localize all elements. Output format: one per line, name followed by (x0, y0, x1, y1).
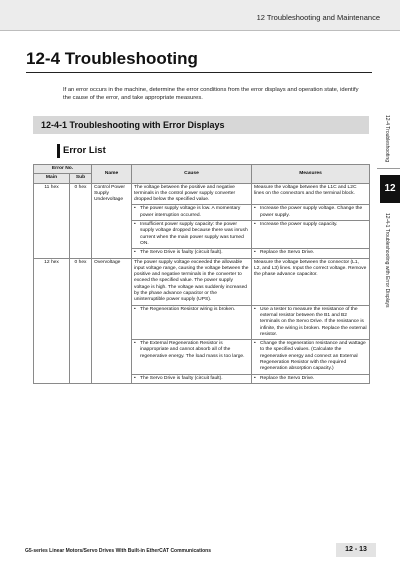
page-title: 12-4 Troubleshooting (26, 49, 198, 68)
cause-cell: The voltage between the positive and negative terminals in the control power supply converter dropped below the specified value. (132, 183, 252, 205)
measure-bullet: • Replace the Servo Drive. (254, 376, 367, 382)
cause-cell (132, 305, 252, 339)
page-number: 12 - 13 (336, 543, 376, 557)
measure-cell (252, 249, 370, 258)
measure-bullet: • Change the regeneration resistance and wattage to the specified values. (Calculate the regenerative energy and connect an External Regeneration Resistor with the required regeneration absorption capacity.) (254, 341, 367, 372)
cause-bullet: • The Servo Drive is faulty (circuit fault). (134, 250, 249, 256)
cause-bullet: • The Regeneration Resistor wiring is broken. (134, 307, 249, 313)
error-sub-code: 0 hex (70, 258, 92, 383)
table-row (34, 183, 370, 205)
header-divider (0, 30, 400, 31)
header-main: Main (34, 174, 70, 183)
side-divider (377, 168, 400, 169)
subsection-title: Error List (63, 145, 106, 156)
measure-bullet: • Replace the Servo Drive. (254, 250, 367, 256)
measure-cell (252, 221, 370, 249)
section-heading-bar (33, 116, 369, 134)
cause-bullet: • The power supply voltage is low. A momentary power interruption occurred. (134, 206, 249, 219)
header-sub: Sub (70, 174, 92, 183)
footer-text: G5-series Linear Motors/Servo Drives With Built-in EtherCAT Communications (25, 548, 212, 554)
error-name: Overvoltage (92, 258, 132, 383)
running-header: 12 Troubleshooting and Maintenance (256, 13, 380, 22)
measure-bullet: • Increase the power supply voltage. Change the power supply. (254, 206, 367, 219)
measure-cell (252, 374, 370, 383)
measure-cell (252, 205, 370, 221)
cause-bullet: • The Servo Drive is faulty (circuit fault). (134, 376, 249, 382)
error-main-code: 12 hex (34, 258, 70, 383)
cause-cell (132, 374, 252, 383)
cause-bullet: • The External Regeneration Resistor is inappropriate and cannot absorb all of the regenerative energy. The load mass is too large. (134, 341, 249, 360)
error-sub-code: 0 hex (70, 183, 92, 258)
header-error-no: Error No. (34, 165, 92, 174)
cause-bullet: • Insufficient power supply capacity: the power supply voltage dropped because there was inrush current when the main power supply was turned ON. (134, 222, 249, 247)
measure-cell: Measure the voltage between the connector (L1, L2, and L3) lines. Input the correct voltage. Remove the phase advance capacitor. (252, 258, 370, 305)
subsection-marker (57, 144, 60, 158)
measure-cell: Measure the voltage between the L1C and L2C lines on the connectors and the terminal block. (252, 183, 370, 205)
side-chapter-number: 12 (380, 175, 400, 203)
cause-cell (132, 221, 252, 249)
error-list-table (33, 164, 370, 384)
cause-cell: The power supply voltage exceeded the allowable input voltage range, causing the voltage between the positive and negative terminals in the converter to exceed the specified value. The power supply voltage is high. The voltage was suddenly increased by the phase advance capacitor or the uninterruptible power supply (UPS). (132, 258, 252, 305)
cause-cell (132, 205, 252, 221)
header-name: Name (92, 165, 132, 184)
error-main-code: 11 hex (34, 183, 70, 258)
page-header-bar (0, 0, 400, 30)
side-section-label: 12-4 Troubleshooting (384, 115, 390, 162)
header-cause: Cause (132, 165, 252, 184)
title-divider (26, 72, 372, 73)
header-measures: Measures (252, 165, 370, 184)
cause-cell (132, 340, 252, 374)
error-name: Control Power Supply Undervoltage (92, 183, 132, 258)
cause-cell (132, 249, 252, 258)
intro-paragraph: If an error occurs in the machine, determine the error conditions from the error displays and operation state, identify the cause of the error, and take appropriate measures. (63, 87, 359, 102)
section-title: 12-4-1 Troubleshooting with Error Displays (41, 120, 225, 130)
side-subsection-label: 12-4-1 Troubleshooting with Error Displays (384, 213, 390, 308)
measure-bullet: • Use a tester to measure the resistance of the external resistor between the B1 and B2 terminals on the Servo Drive. If the resistance is infinite, the wiring is broken. Replace the external resistor. (254, 307, 367, 338)
measure-cell (252, 340, 370, 374)
table-header-row (34, 165, 370, 174)
measure-bullet: • Increase the power supply capacity. (254, 222, 367, 228)
table-row (34, 258, 370, 305)
measure-cell (252, 305, 370, 339)
